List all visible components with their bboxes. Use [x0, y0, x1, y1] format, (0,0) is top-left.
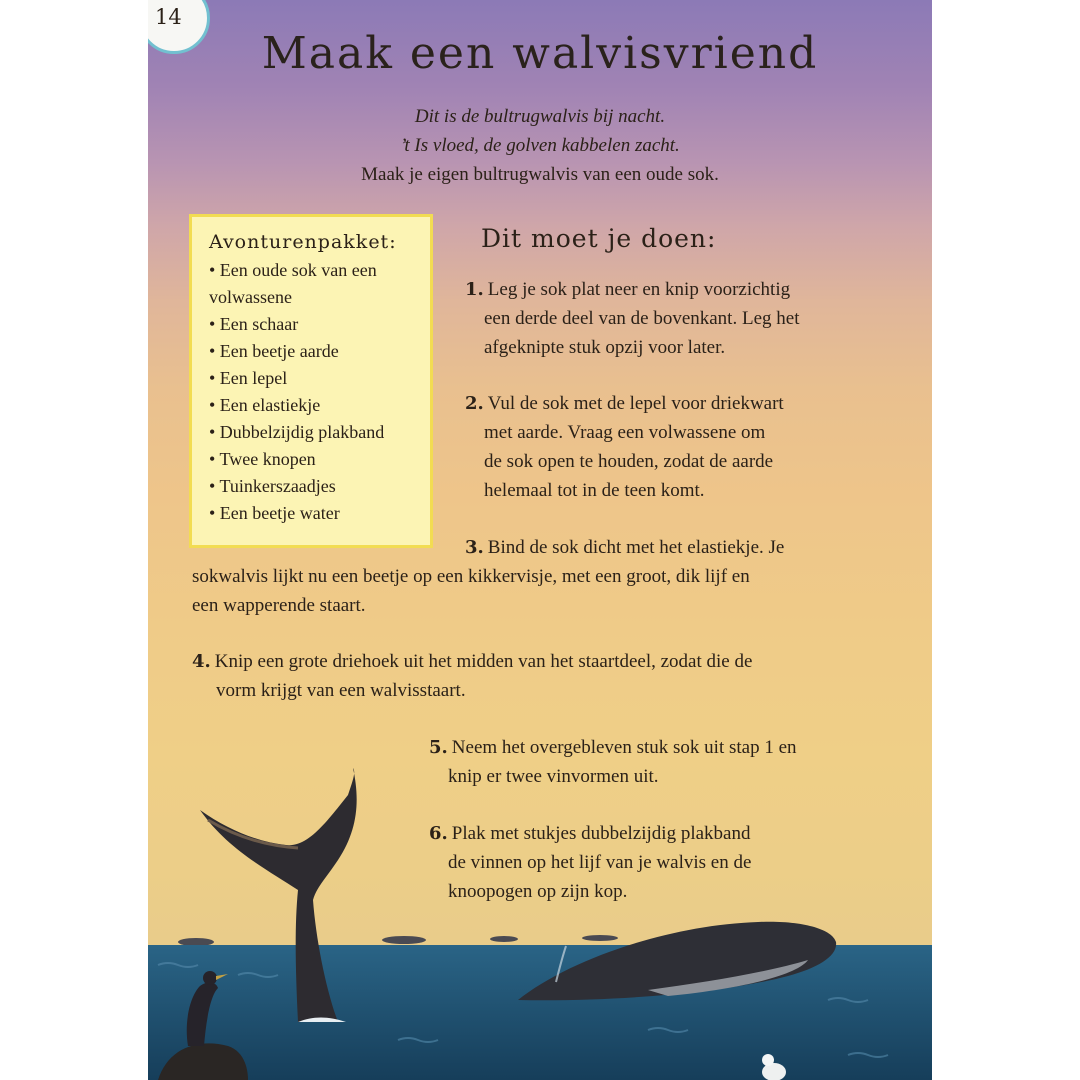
- step-line: vorm krijgt van een walvisstaart.: [216, 680, 466, 701]
- step-line: Neem het overgebleven stuk sok uit stap 1 en: [451, 737, 797, 758]
- step-1: [465, 275, 799, 362]
- step-number: 2.: [465, 393, 484, 414]
- step-number: 4.: [192, 651, 211, 672]
- book-page: [148, 0, 932, 1080]
- step-number: 1.: [465, 279, 484, 300]
- kit-item: • Een lepel: [209, 368, 288, 388]
- step-line: de sok open te houden, zodat de aarde: [484, 451, 774, 472]
- kit-item: • Twee knopen: [209, 449, 316, 469]
- step-line: afgeknipte stuk opzij voor later.: [484, 337, 726, 358]
- kit-item: • Tuinkerszaadjes: [209, 476, 336, 496]
- step-number: 3.: [465, 537, 484, 558]
- step-line: knip er twee vinvormen uit.: [448, 766, 659, 787]
- kit-item: volwassene: [209, 287, 292, 307]
- step-4: [192, 647, 912, 705]
- kit-item: • Een oude sok van een: [209, 260, 377, 280]
- kit-item: • Een beetje water: [209, 503, 340, 523]
- verse-line-1: Dit is de bultrugwalvis bij nacht.: [414, 106, 666, 127]
- step-line: een derde deel van de bovenkant. Leg het: [484, 308, 800, 329]
- ocean-illustration: [148, 760, 932, 1080]
- verse-line-2: ’t Is vloed, de golven kabbelen zacht.: [400, 135, 680, 156]
- step-line: Knip een grote driehoek uit het midden van het staartdeel, zodat die de: [214, 651, 753, 672]
- kit-item: • Een schaar: [209, 314, 299, 334]
- step-line: sokwalvis lijkt nu een beetje op een kikkervisje, met een groot, dik lijf en: [192, 566, 750, 587]
- step-3: [192, 533, 912, 620]
- step-line: Bind de sok dicht met het elastiekje. Je: [487, 537, 785, 558]
- step-line: Vul de sok met de lepel voor driekwart: [487, 393, 784, 414]
- step-line: de vinnen op het lijf van je walvis en de: [448, 852, 752, 873]
- adventure-kit-title: Avonturenpakket:: [209, 231, 397, 253]
- step-line: met aarde. Vraag een volwassene om: [484, 422, 766, 443]
- kit-item: • Een beetje aarde: [209, 341, 339, 361]
- step-line: knoopogen op zijn kop.: [448, 881, 628, 902]
- step-2: [465, 389, 784, 505]
- page-number: 14: [155, 5, 182, 29]
- steps-title: Dit moet je doen:: [481, 224, 717, 253]
- page-title: Maak een walvisvriend: [261, 28, 819, 79]
- step-number: 5.: [429, 737, 448, 758]
- intro-line: Maak je eigen bultrugwalvis van een oude sok.: [361, 164, 719, 185]
- adventure-kit-list: [209, 257, 430, 527]
- step-line: helemaal tot in de teen komt.: [484, 480, 705, 501]
- step-line: Leg je sok plat neer en knip voorzichtig: [487, 279, 791, 300]
- adventure-kit-box: [189, 214, 433, 548]
- kit-item: • Een elastiekje: [209, 395, 321, 415]
- step-line: Plak met stukjes dubbelzijdig plakband: [451, 823, 751, 844]
- distant-islands: [178, 935, 618, 946]
- step-line: een wapperende staart.: [192, 595, 366, 616]
- step-number: 6.: [429, 823, 448, 844]
- kit-item: • Dubbelzijdig plakband: [209, 422, 385, 442]
